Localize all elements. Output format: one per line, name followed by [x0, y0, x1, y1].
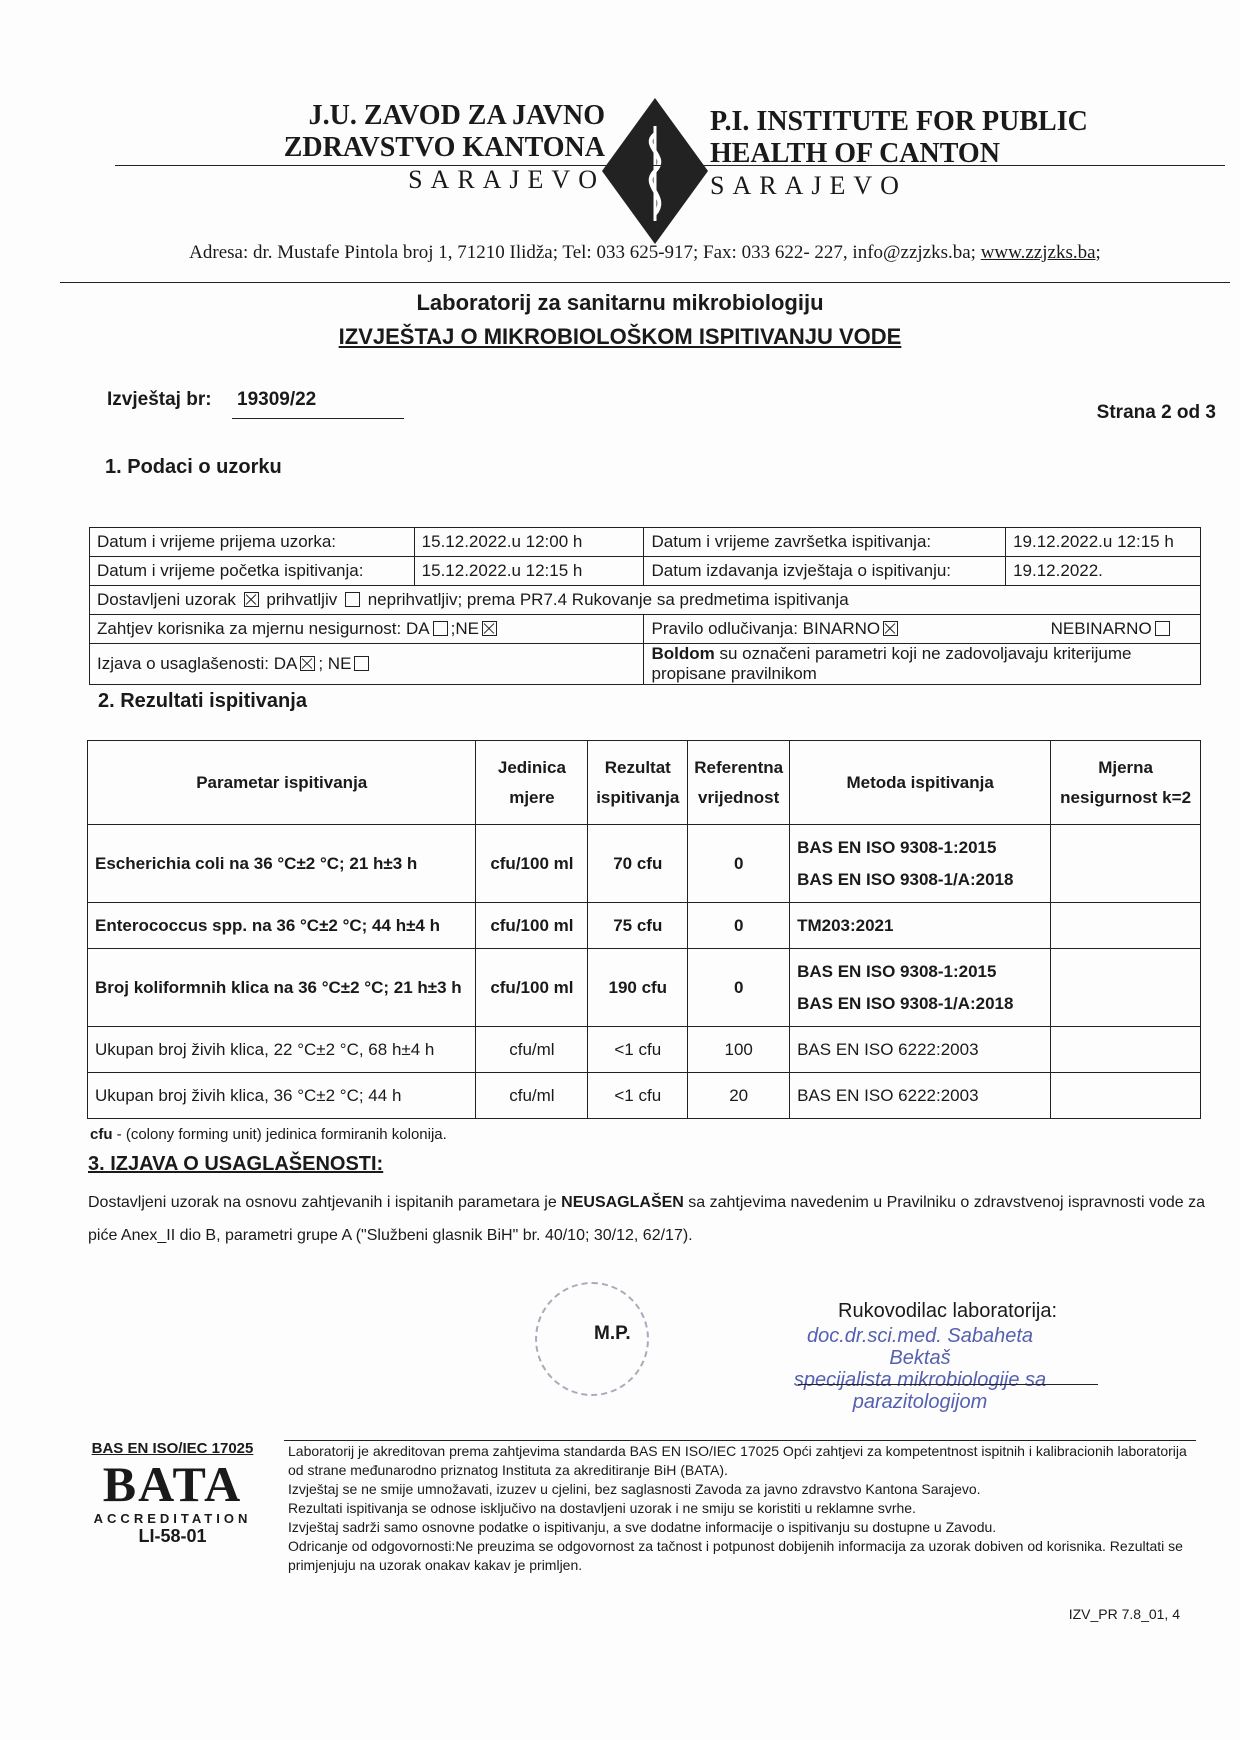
acceptable-checkbox[interactable]	[244, 592, 259, 607]
delivered-label: Dostavljeni uzorak	[97, 590, 236, 609]
lab-name: Laboratorij za sanitarnu mikrobiologiju	[416, 290, 824, 315]
method-cell: BAS EN ISO 9308-1:2015 BAS EN ISO 9308-1/A:2018	[790, 825, 1051, 903]
declaration-title: 3. IZJAVA O USAGLAŠENOSTI:	[88, 1153, 384, 1175]
decision-rule-cell: Pravilo odlučivanja: BINARNO NEBINARNO	[644, 615, 1201, 644]
uncertainty-cell	[1051, 1027, 1201, 1073]
reference-cell: 100	[688, 1027, 790, 1073]
param-cell: Enterococcus spp. na 36 °C±2 °C; 44 h±4 h	[88, 903, 476, 949]
unit-cell: cfu/100 ml	[476, 903, 588, 949]
receipt-value: 15.12.2022.u 12:00 h	[414, 528, 644, 557]
stamp-label: M.P.	[594, 1323, 631, 1344]
start-label: Datum i vrijeme početka ispitivanja:	[90, 557, 415, 586]
institute-line2: ZDRAVSTVO KANTONA	[283, 132, 605, 163]
footer-rule	[284, 1440, 1196, 1441]
method-cell: BAS EN ISO 6222:2003	[790, 1073, 1051, 1119]
institute-en-line1: P.I. INSTITUTE FOR PUBLIC	[710, 106, 1088, 137]
institute-city: SARAJEVO	[408, 165, 605, 194]
delivered-sample-cell	[90, 586, 1201, 615]
reference-cell: 0	[688, 903, 790, 949]
unacceptable-label: neprihvatljiv; prema PR7.4 Rukovanje sa predmetima ispitivanja	[367, 590, 849, 609]
end-label: Datum i vrijeme završetka ispitivanja:	[644, 528, 1006, 557]
report-number-underline	[232, 418, 404, 419]
cfu-footnote: cfu - (colony forming unit) jedinica formiranih kolonija.	[90, 1126, 447, 1143]
uncertainty-da-checkbox[interactable]	[433, 621, 448, 636]
footer-disclaimer: Laboratorij je akreditovan prema zahtjevima standarda BAS EN ISO/IEC 17025 Opći zahtjevi za kompetentnost ispitnih i kalibracionih laboratorija od strane međunarodno priznatog Instituta za akreditiranje BiH (BATA). Izvještaj se ne smije umnožavati, izuzev u cjelini, bez saglasnosti Zavoda za javno zdravstvo Kantona Sarajevo. Rezultati ispitivanja se odnose isključivo na dostavljeni uzorak i ne smiju se koristiti u reklamne svrhe. Izvještaj sadrži samo osnovne podatke o ispitivanju, a sve dodatne informacije o ispitivanju su dostupne u Zavodu. Odricanje od odgovornosti:Ne preuzima se odgovornost za tačnost i potpunost dobijenih informacija za uzorak dobiven od korisnika. Rezultati se primjenjuju na uzorak onakav kakav je primljen.	[288, 1443, 1187, 1573]
param-cell: Escherichia coli na 36 °C±2 °C; 21 h±3 h	[88, 825, 476, 903]
uncertainty-cell	[1051, 949, 1201, 1027]
table-row	[88, 903, 1201, 949]
institute-name-local	[250, 100, 605, 196]
official-stamp	[535, 1282, 649, 1396]
address-line: Adresa: dr. Mustafe Pintola broj 1, 71210 Ilidža; Tel: 033 625-917; Fax: 033 622- 227, info@zzjzks.ba; www.zzjzks.ba;	[189, 242, 1101, 263]
binary-checkbox[interactable]	[883, 621, 898, 636]
uncertainty-cell	[1051, 1073, 1201, 1119]
method-cell: BAS EN ISO 9308-1:2015 BAS EN ISO 9308-1/A:2018	[790, 949, 1051, 1027]
table-row	[90, 528, 1201, 557]
end-value: 19.12.2022.u 12:15 h	[1006, 528, 1201, 557]
results-header-row	[88, 741, 1201, 825]
institute-name-english	[710, 106, 1130, 202]
results-table	[87, 740, 1201, 1119]
institute-en-line2: HEALTH OF CANTON	[710, 138, 1000, 169]
unit-cell: cfu/ml	[476, 1073, 588, 1119]
uncertainty-ne-checkbox[interactable]	[482, 621, 497, 636]
report-number-value: 19309/22	[237, 389, 317, 410]
signature-line	[798, 1384, 1098, 1385]
reference-cell: 0	[688, 949, 790, 1027]
uncertainty-cell	[1051, 825, 1201, 903]
receipt-label: Datum i vrijeme prijema uzorka:	[90, 528, 415, 557]
result-cell: <1 cfu	[588, 1073, 688, 1119]
declaration-text: Dostavljeni uzorak na osnovu zahtjevanih i ispitanih parametara je NEUSAGLAŠEN sa zahtjevima navedenim u Pravilniku o zdravstvenoj ispravnosti vode za piće Anex_II dio B, parametri grupe A ("Službeni glasnik BiH" br. 40/10; 30/12, 62/17).	[88, 1194, 1205, 1244]
sample-section-title: 1. Podaci o uzorku	[105, 456, 282, 478]
nonbinary-checkbox[interactable]	[1155, 621, 1170, 636]
method-cell: TM203:2021	[790, 903, 1051, 949]
institute-line1: J.U. ZAVOD ZA JAVNO	[308, 100, 605, 131]
col-reference: Referentna vrijednost	[688, 741, 790, 825]
address-text: Adresa: dr. Mustafe Pintola broj 1, 71210 Ilidža; Tel: 033 625-917; Fax: 033 622- 227, info@zzjzks.ba;	[189, 242, 976, 263]
table-row	[90, 615, 1201, 644]
issue-value: 19.12.2022.	[1006, 557, 1201, 586]
param-cell: Broj koliformnih klica na 36 °C±2 °C; 21 h±3 h	[88, 949, 476, 1027]
table-row	[88, 949, 1201, 1027]
institute-en-city: SARAJEVO	[710, 171, 907, 200]
conformity-cell: Izjava o usaglašenosti: DA ; NE	[90, 644, 644, 685]
unit-cell: cfu/100 ml	[476, 825, 588, 903]
table-row	[88, 825, 1201, 903]
bold-note-cell: Boldom su označeni parametri koji ne zadovoljavaju kriterijume propisane pravilnikom	[644, 644, 1201, 685]
institute-logo-icon	[600, 96, 710, 246]
conformity-da-checkbox[interactable]	[300, 656, 315, 671]
lab-head-role: Rukovodilac laboratorija:	[838, 1300, 1058, 1322]
website-link[interactable]: www.zzjzks.ba	[980, 242, 1096, 263]
result-cell: 75 cfu	[588, 903, 688, 949]
accreditation-logo: BAS EN ISO/IEC 17025 BATA ACCREDITATION LI-58-01	[91, 1440, 254, 1546]
table-row	[88, 1073, 1201, 1119]
page-number: Strana 2 od 3	[1096, 402, 1216, 423]
reference-cell: 0	[688, 825, 790, 903]
header-rule	[115, 165, 1225, 166]
col-uncertainty: Mjerna nesigurnost k=2	[1051, 741, 1201, 825]
table-row	[88, 1027, 1201, 1073]
report-number-label: Izvještaj br:	[107, 389, 212, 410]
col-method: Metoda ispitivanja	[790, 741, 1051, 825]
table-row	[90, 557, 1201, 586]
address-rule	[60, 282, 1230, 283]
param-cell: Ukupan broj živih klica, 22 °C±2 °C, 68 h±4 h	[88, 1027, 476, 1073]
method-cell: BAS EN ISO 6222:2003	[790, 1027, 1051, 1073]
col-unit: Jedinica mjere	[476, 741, 588, 825]
result-cell: 190 cfu	[588, 949, 688, 1027]
table-row	[90, 586, 1201, 615]
unit-cell: cfu/100 ml	[476, 949, 588, 1027]
conformity-ne-checkbox[interactable]	[354, 656, 369, 671]
reference-cell: 20	[688, 1073, 790, 1119]
uncertainty-cell: Zahtjev korisnika za mjernu nesigurnost: DA ;NE	[90, 615, 644, 644]
acceptable-label: prihvatljiv	[266, 590, 338, 609]
lab-head-signature-stamp: doc.dr.sci.med. Sabaheta Bektaš specijalista mikrobiologije sa parazitologijom	[793, 1325, 1047, 1413]
sample-table	[89, 527, 1201, 685]
col-result: Rezultat ispitivanja	[588, 741, 688, 825]
uncertainty-cell	[1051, 903, 1201, 949]
issue-label: Datum izdavanja izvještaja o ispitivanju:	[644, 557, 1006, 586]
form-code: IZV_PR 7.8_01, 4	[1068, 1606, 1180, 1622]
result-cell: 70 cfu	[588, 825, 688, 903]
result-cell: <1 cfu	[588, 1027, 688, 1073]
param-cell: Ukupan broj živih klica, 36 °C±2 °C; 44 h	[88, 1073, 476, 1119]
table-row	[90, 644, 1201, 685]
start-value: 15.12.2022.u 12:15 h	[414, 557, 644, 586]
results-section-title: 2. Rezultati ispitivanja	[98, 690, 307, 712]
col-param: Parametar ispitivanja	[88, 741, 476, 825]
unit-cell: cfu/ml	[476, 1027, 588, 1073]
report-title: IZVJEŠTAJ O MIKROBIOLOŠKOM ISPITIVANJU VODE	[338, 324, 902, 349]
unacceptable-checkbox[interactable]	[345, 592, 360, 607]
